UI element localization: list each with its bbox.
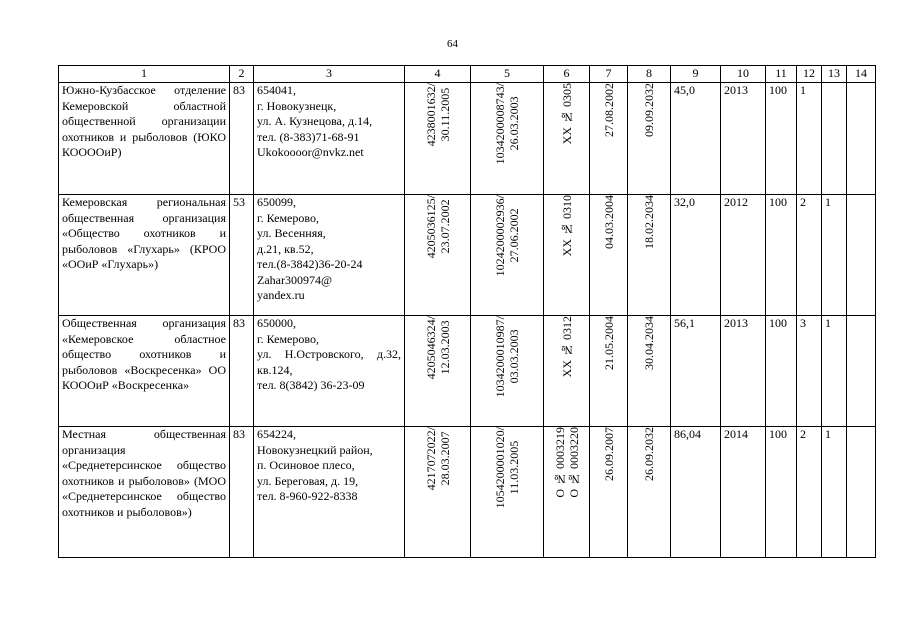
cell-col2: 83 <box>230 427 254 558</box>
address-line: тел. (8-383)71-68-91 <box>257 129 360 144</box>
issue-date-cell <box>590 83 628 195</box>
table-row <box>59 427 876 558</box>
series-number: ХХ № 0310 <box>559 195 574 257</box>
column-header: 1 <box>59 66 230 83</box>
column-header: 4 <box>405 66 471 83</box>
ogrn-date: 26.03.2003 <box>507 96 521 151</box>
address-line: г. Новокузнецк, <box>257 98 337 113</box>
cell-col11: 100 <box>766 427 797 558</box>
expiry-date: 26.09.2032 <box>642 427 656 481</box>
series-cell <box>544 427 590 558</box>
issue-date: 21.05.2004 <box>601 316 616 370</box>
address-line: ул. Береговая, д. 19, <box>257 473 359 488</box>
address-line: 650000, <box>257 316 296 330</box>
inn-number: 4205046324/ <box>423 316 438 380</box>
column-header: 12 <box>797 66 822 83</box>
cell-col12: 3 <box>797 316 822 427</box>
organization-address <box>254 427 405 558</box>
ogrn-cell <box>471 83 544 195</box>
cell-col10: 2012 <box>721 195 766 316</box>
table-row <box>59 195 876 316</box>
address-line: yandex.ru <box>257 288 305 302</box>
series-number: ХХ № 0312 <box>559 316 574 378</box>
ogrn-number: 1054200001020/ <box>493 427 507 509</box>
inn-cell <box>405 427 471 558</box>
series-cell <box>544 316 590 427</box>
address-line: 654224, <box>257 427 296 441</box>
cell-col2: 53 <box>230 195 254 316</box>
column-header: 6 <box>544 66 590 83</box>
organization-name: Кемеровская региональная общественная организация «Общество охотников и рыболовов «Глухарь» (КРОО «ООиР «Глухарь») <box>59 195 230 316</box>
inn-number: 4205036125/ <box>423 195 438 259</box>
ogrn-date: 03.03.2003 <box>507 329 521 384</box>
page-number: 64 <box>447 38 458 50</box>
address-line: тел.(8-3842)36-20-24 <box>257 257 363 271</box>
cell-col11: 100 <box>766 195 797 316</box>
series-cell <box>544 83 590 195</box>
inn-date: 28.03.2007 <box>437 431 452 486</box>
address-line: ул. Весенняя, <box>257 226 326 240</box>
address-line: Новокузнецкий район, <box>257 442 373 457</box>
organization-name: Южно-Кузбасское отделение Кемеровской областной общественной организации охотников и рыболовов (ЮКО КООООиР) <box>59 83 230 195</box>
expiry-date-cell <box>628 427 671 558</box>
cell-col13: 1 <box>822 427 847 558</box>
address-line: Ukokoooor@nvkz.net <box>257 145 364 159</box>
address-line: Zahar300974@ <box>257 272 333 287</box>
series-number: О № 0003220 <box>566 427 581 498</box>
table-row <box>59 83 876 195</box>
column-header: 11 <box>766 66 797 83</box>
inn-date: 12.03.2003 <box>437 320 452 375</box>
ogrn-number: 1034200008743/ <box>493 83 507 165</box>
cell-col12: 1 <box>797 83 822 195</box>
inn-cell <box>405 195 471 316</box>
address-line: п. Осиновое плесо, <box>257 458 355 472</box>
inn-cell <box>405 83 471 195</box>
column-header: 13 <box>822 66 847 83</box>
cell-col13: 1 <box>822 316 847 427</box>
column-header: 7 <box>590 66 628 83</box>
column-header: 3 <box>254 66 405 83</box>
cell-col12: 2 <box>797 427 822 558</box>
cell-col14 <box>847 83 876 195</box>
cell-col14 <box>847 195 876 316</box>
issue-date-cell <box>590 427 628 558</box>
inn-date: 30.11.2005 <box>437 87 452 142</box>
column-header: 9 <box>671 66 721 83</box>
address-line: ул. А. Кузнецова, д.14, <box>257 114 373 128</box>
series-number: ХХ № 0305 <box>559 83 574 145</box>
address-line: 650099, <box>257 195 296 209</box>
address-line: тел. 8(3842) 36-23-09 <box>257 378 365 392</box>
organization-name: Местная общественная организация «Среднетерсинское общество охотников и рыболовов» (МОО «Среднетерсинское общество охотников и рыболовов») <box>59 427 230 558</box>
cell-col9: 86,04 <box>671 427 721 558</box>
expiry-date: 09.09.2032 <box>642 83 656 137</box>
address-line: г. Кемерово, <box>257 210 319 225</box>
expiry-date-cell <box>628 83 671 195</box>
cell-col14 <box>847 427 876 558</box>
ogrn-number: 1034200010987/ <box>493 316 507 398</box>
column-header: 14 <box>847 66 876 83</box>
hunting-organizations-table <box>58 65 876 558</box>
expiry-date-cell <box>628 195 671 316</box>
cell-col10: 2014 <box>721 427 766 558</box>
address-line: д.21, кв.52, <box>257 241 314 256</box>
ogrn-cell <box>471 316 544 427</box>
table-row <box>59 316 876 427</box>
cell-col12: 2 <box>797 195 822 316</box>
address-line: г. Кемерово, <box>257 331 319 346</box>
cell-col9: 45,0 <box>671 83 721 195</box>
issue-date-cell <box>590 195 628 316</box>
organization-name: Общественная организация «Кемеровское областное общество охотников и рыболовов «Воскресенка» ОО КОООиР «Воскресенка» <box>59 316 230 427</box>
cell-col10: 2013 <box>721 316 766 427</box>
issue-date: 04.03.2004 <box>601 195 616 249</box>
organization-address <box>254 195 405 316</box>
cell-col11: 100 <box>766 316 797 427</box>
cell-col11: 100 <box>766 83 797 195</box>
column-header: 5 <box>471 66 544 83</box>
cell-col9: 32,0 <box>671 195 721 316</box>
cell-col2: 83 <box>230 83 254 195</box>
ogrn-date: 27.06.2002 <box>507 208 521 263</box>
address-line: ул. Н.Островского, д.32, кв.124, <box>257 347 401 377</box>
inn-date: 23.07.2002 <box>437 199 452 254</box>
organization-address <box>254 316 405 427</box>
address-line: 654041, <box>257 83 296 97</box>
column-header: 2 <box>230 66 254 83</box>
cell-col14 <box>847 316 876 427</box>
ogrn-number: 1024200002936/ <box>493 195 507 277</box>
inn-number: 4217072022/ <box>423 427 438 491</box>
organization-address <box>254 83 405 195</box>
cell-col2: 83 <box>230 316 254 427</box>
issue-date: 27.08.2002 <box>601 83 616 137</box>
cell-col13: 1 <box>822 195 847 316</box>
cell-col13 <box>822 83 847 195</box>
inn-number: 4238001632/ <box>423 83 438 147</box>
issue-date: 26.09.2007 <box>601 427 616 481</box>
expiry-date: 18.02.2034 <box>642 195 656 249</box>
series-cell <box>544 195 590 316</box>
expiry-date-cell <box>628 316 671 427</box>
header-row <box>59 66 876 83</box>
issue-date-cell <box>590 316 628 427</box>
series-number: О № 0003219 <box>552 427 567 498</box>
ogrn-date: 11.03.2005 <box>507 440 521 495</box>
address-line: тел. 8-960-922-8338 <box>257 489 358 503</box>
cell-col10: 2013 <box>721 83 766 195</box>
column-header: 10 <box>721 66 766 83</box>
column-header: 8 <box>628 66 671 83</box>
expiry-date: 30.04.2034 <box>642 316 656 370</box>
cell-col9: 56,1 <box>671 316 721 427</box>
inn-cell <box>405 316 471 427</box>
ogrn-cell <box>471 427 544 558</box>
ogrn-cell <box>471 195 544 316</box>
